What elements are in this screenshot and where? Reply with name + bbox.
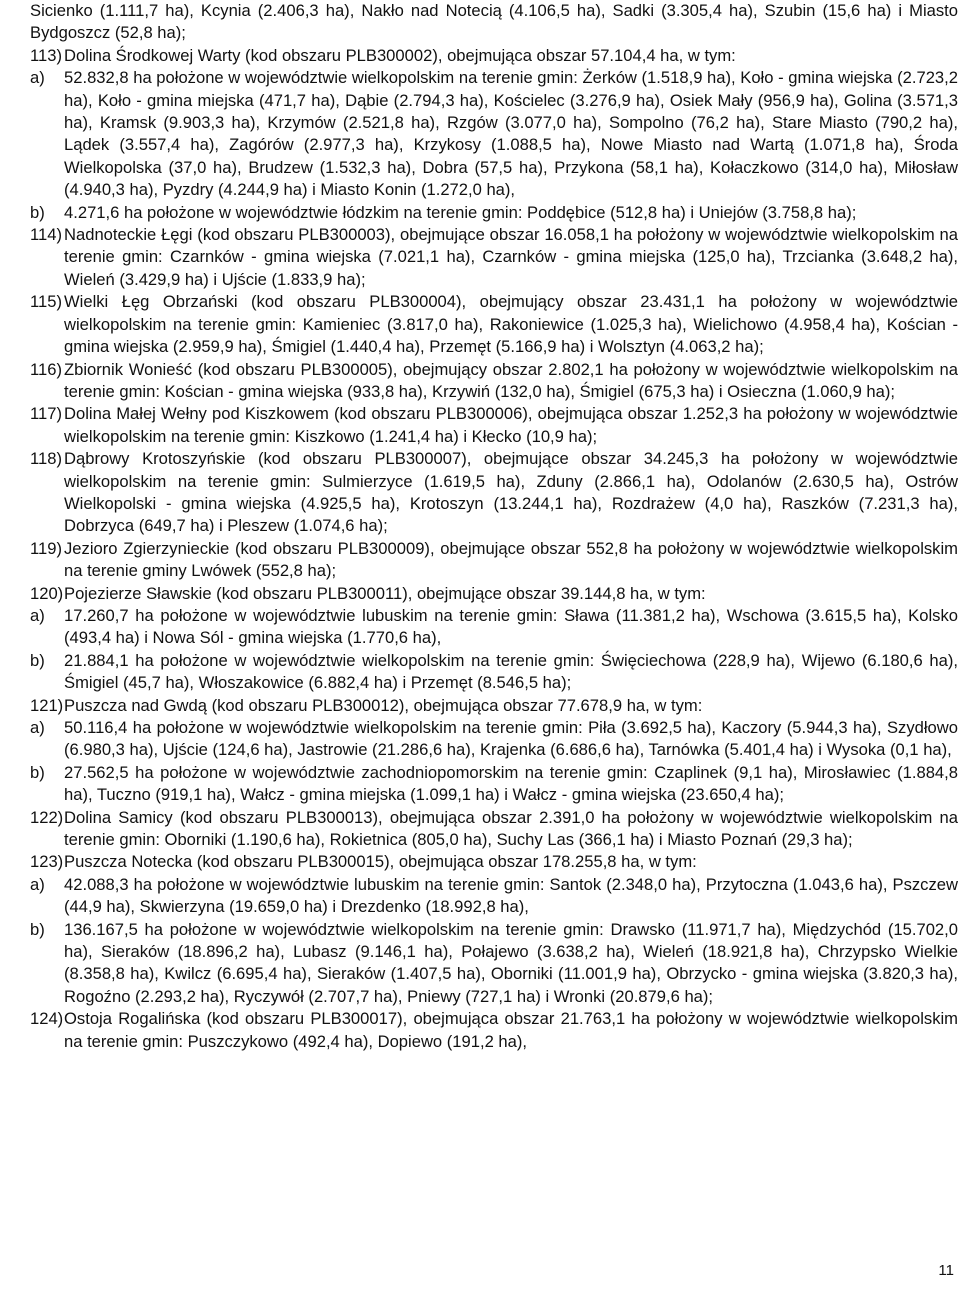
sub-item-letter: a) bbox=[30, 605, 45, 625]
item-number: 122) bbox=[30, 807, 64, 827]
item-text: Ostoja Rogalińska (kod obszaru PLB300017), obejmująca obszar 21.763,1 ha położony w województwie wielkopolskim na terenie gmin: Puszczykowo (492,4 ha), Dopiewo (191,2 ha), bbox=[64, 1009, 958, 1051]
item-number: 120) bbox=[30, 583, 64, 603]
sub-item-letter: a) bbox=[30, 718, 45, 737]
item-text: Dolina Samicy (kod obszaru PLB300013), obejmująca obszar 2.391,0 ha położony w województwie wielkopolskim na terenie gmin: Oborniki (1.190,6 ha), Rokietnica (805,0 ha), Suchy Las (366,1 ha) i Miasto Poznań (29,3 ha); bbox=[64, 807, 958, 850]
sub-item-123b bbox=[30, 919, 958, 1009]
list-item-122 bbox=[30, 807, 958, 852]
item-text: Jezioro Zgierzynieckie (kod obszaru PLB300009), obejmujące obszar 552,8 ha położony w województwie wielkopolskim na terenie gminy Lwówek (552,8 ha); bbox=[64, 538, 958, 581]
item-number: 119) bbox=[30, 538, 62, 558]
item-number: 116) bbox=[30, 359, 62, 379]
sub-item-123a bbox=[30, 874, 958, 919]
sub-item-121a bbox=[30, 717, 958, 762]
sub-item-text: 4.271,6 ha położone w województwie łódzkim na terenie gmin: Poddębice (512,8 ha) i Uniejów (3.758,8 ha); bbox=[64, 202, 857, 222]
list-item-117 bbox=[30, 403, 958, 448]
sub-item-120a bbox=[30, 605, 958, 650]
list-item-116 bbox=[30, 359, 958, 404]
list-item-113 bbox=[30, 45, 958, 67]
list-item-114 bbox=[30, 224, 958, 291]
list-item-124 bbox=[30, 1008, 958, 1053]
list-item-121 bbox=[30, 695, 958, 717]
item-number: 121) bbox=[30, 695, 64, 715]
sub-item-letter: a) bbox=[30, 874, 45, 894]
item-number: 118) bbox=[30, 449, 62, 469]
item-text: Dolina Małej Wełny pod Kiszkowem (kod obszaru PLB300006), obejmująca obszar 1.252,3 ha położony w województwie wielkopolskim na terenie gmin: Kiszkowo (1.241,4 ha) i Kłecko (10,9 ha); bbox=[64, 404, 958, 446]
item-text: Dąbrowy Krotoszyńskie (kod obszaru PLB300007), obejmujące obszar 34.245,3 ha położony w województwie wielkopolskim na terenie gmin: Sulmierzyce (1.619,5 ha), Zduny (2.866,1 ha), Odolanów (2.630,5 ha), Ostrów Wielkopolski - gmina wiejska (4.925,5 ha), Krotoszyn (13.244,1 ha), Rozdrażew (4,0 ha), Raszków (7.231,3 ha), Dobrzyca (649,7 ha) i Pleszew (1.074,6 ha); bbox=[64, 449, 958, 536]
sub-item-letter: b) bbox=[30, 762, 45, 782]
sub-item-text: 27.562,5 ha położone w województwie zachodniopomorskim na terenie gmin: Czaplinek (9,1 ha), Mirosławiec (1.884,8 ha), Tuczno (919,1 ha), Wałcz - gmina miejska (1.099,1 ha) i Wałcz - gmina wiejska (23.650,4 ha); bbox=[64, 762, 958, 805]
sub-item-text: 42.088,3 ha położone w województwie lubuskim na terenie gmin: Santok (2.348,0 ha), Przytoczna (1.043,6 ha), Pszczew (44,9 ha), Skwierzyna (19.659,0 ha) i Drezdenko (18.992,8 ha), bbox=[64, 874, 958, 917]
item-number: 115) bbox=[30, 292, 62, 312]
list-item-120 bbox=[30, 583, 958, 605]
item-number: 114) bbox=[30, 225, 62, 245]
document-body bbox=[30, 0, 958, 1053]
item-text: Puszcza nad Gwdą (kod obszaru PLB300012), obejmująca obszar 77.678,9 ha, w tym: bbox=[64, 695, 703, 715]
sub-item-letter: a) bbox=[30, 68, 45, 88]
item-text: Wielki Łęg Obrzański (kod obszaru PLB300004), obejmujący obszar 23.431,1 ha położony w województwie wielkopolskim na terenie gmin: Kamieniec (3.817,0 ha), Rakoniewice (1.025,3 ha), Wielichowo (4.958,4 ha), Kościan - gmina wiejska (2.959,9 ha), Śmigiel (1.440,4 ha), Przemęt (5.166,9 ha) i Wolsztyn (4.063,2 ha); bbox=[64, 292, 958, 357]
page-number: 11 bbox=[938, 1262, 954, 1279]
item-number: 117) bbox=[30, 404, 62, 424]
sub-item-text: 50.116,4 ha położone w województwie wielkopolskim na terenie gmin: Piła (3.692,5 ha), Kaczory (5.944,3 ha), Szydłowo (6.980,3 ha), Ujście (124,6 ha), Jastrowie (21.286,6 ha), Krajenka (6.686,6 ha), Tarnówka (5.401,4 ha) i Wysoka (0,1 ha), bbox=[64, 718, 958, 760]
sub-item-text: 17.260,7 ha położone w województwie lubuskim na terenie gmin: Sława (11.381,2 ha), Wschowa (3.615,5 ha), Kolsko (493,4 ha) i Nowa Sól - gmina wiejska (1.770,6 ha), bbox=[64, 605, 958, 648]
item-text: Pojezierze Sławskie (kod obszaru PLB300011), obejmujące obszar 39.144,8 ha, w tym: bbox=[64, 583, 706, 603]
item-number: 113) bbox=[30, 45, 62, 65]
list-item-123 bbox=[30, 851, 958, 873]
item-text: Puszcza Notecka (kod obszaru PLB300015), obejmująca obszar 178.255,8 ha, w tym: bbox=[64, 852, 697, 872]
sub-item-letter: b) bbox=[30, 650, 45, 670]
sub-item-113b bbox=[30, 202, 958, 224]
sub-item-121b bbox=[30, 762, 958, 807]
sub-item-113a bbox=[30, 67, 958, 201]
sub-item-text: 21.884,1 ha położone w województwie wielkopolskim na terenie gmin: Święciechowa (228,9 ha), Wijewo (6.180,6 ha), Śmigiel (45,7 ha), Włoszakowice (6.882,4 ha) i Przemęt (8.546,5 ha); bbox=[64, 650, 958, 693]
item-number: 124) bbox=[30, 1009, 64, 1029]
list-item-115 bbox=[30, 291, 958, 358]
sub-item-text: 136.167,5 ha położone w województwie wielkopolskim na terenie gmin: Drawsko (11.971,7 ha), Międzychód (15.702,0 ha), Sieraków (18.896,2 ha), Lubasz (9.146,1 ha), Połajewo (3.638,2 ha), Wieleń (18.921,8 ha), Chrzypsko Wielkie (8.358,8 ha), Kwilcz (6.695,4 ha), Sieraków (1.407,5 ha), Oborniki (11.001,9 ha), Obrzycko - gmina wiejska (3.820,3 ha), Rogoźno (2.293,2 ha), Ryczywół (2.707,7 ha), Pniewy (727,1 ha) i Wronki (20.879,6 ha); bbox=[64, 919, 958, 1006]
item-number: 123) bbox=[30, 852, 64, 872]
sub-item-text: 52.832,8 ha położone w województwie wielkopolskim na terenie gmin: Żerków (1.518,9 ha), Koło - gmina wiejska (2.723,2 ha), Koło - gmina miejska (471,7 ha), Dąbie (2.794,3 ha), Kościelec (3.276,9 ha), Osiek Mały (956,9 ha), Golina (3.571,3 ha), Kramsk (9.903,3 ha), Krzymów (2.521,8 ha), Rzgów (3.077,0 ha), Sompolno (76,2 ha), Stare Miasto (790,2 ha), Lądek (3.557,4 ha), Zagórów (2.977,3 ha), Krzykosy (1.088,5 ha), Nowe Miasto nad Wartą (1.071,8 ha), Środa Wielkopolska (37,0 ha), Brudzew (1.532,3 ha), Dobra (57,5 ha), Przykona (58,1 ha), Kołaczkowo (314,0 ha), Miłosław (4.940,3 ha), Pyzdry (4.244,9 ha) i Miasto Konin (1.272,0 ha), bbox=[64, 68, 958, 200]
sub-item-120b bbox=[30, 650, 958, 695]
sub-item-letter: b) bbox=[30, 919, 45, 939]
item-text: Zbiornik Wonieść (kod obszaru PLB300005), obejmujący obszar 2.802,1 ha położony w województwie wielkopolskim na terenie gmin: Kościan - gmina wiejska (933,8 ha), Krzywiń (132,0 ha), Śmigiel (675,3 ha) i Osieczna (1.060,9 ha); bbox=[64, 359, 958, 401]
sub-item-letter: b) bbox=[30, 202, 45, 222]
item-text: Dolina Środkowej Warty (kod obszaru PLB300002), obejmująca obszar 57.104,4 ha, w tym: bbox=[64, 45, 736, 65]
list-item-118 bbox=[30, 448, 958, 538]
item-text: Nadnoteckie Łęgi (kod obszaru PLB300003), obejmujące obszar 16.058,1 ha położony w województwie wielkopolskim na terenie gmin: Czarnków - gmina wiejska (7.021,1 ha), Czarnków - gmina miejska (125,0 ha), Trzcianka (3.648,2 ha), Wieleń (3.429,9 ha) i Ujście (1.833,9 ha); bbox=[64, 225, 958, 289]
continuation-text: Sicienko (1.111,7 ha), Kcynia (2.406,3 ha), Nakło nad Notecią (4.106,5 ha), Sadki (3.305,4 ha), Szubin (15,6 ha) i Miasto Bydgoszcz (52,8 ha); bbox=[30, 1, 958, 43]
list-item-119 bbox=[30, 538, 958, 583]
